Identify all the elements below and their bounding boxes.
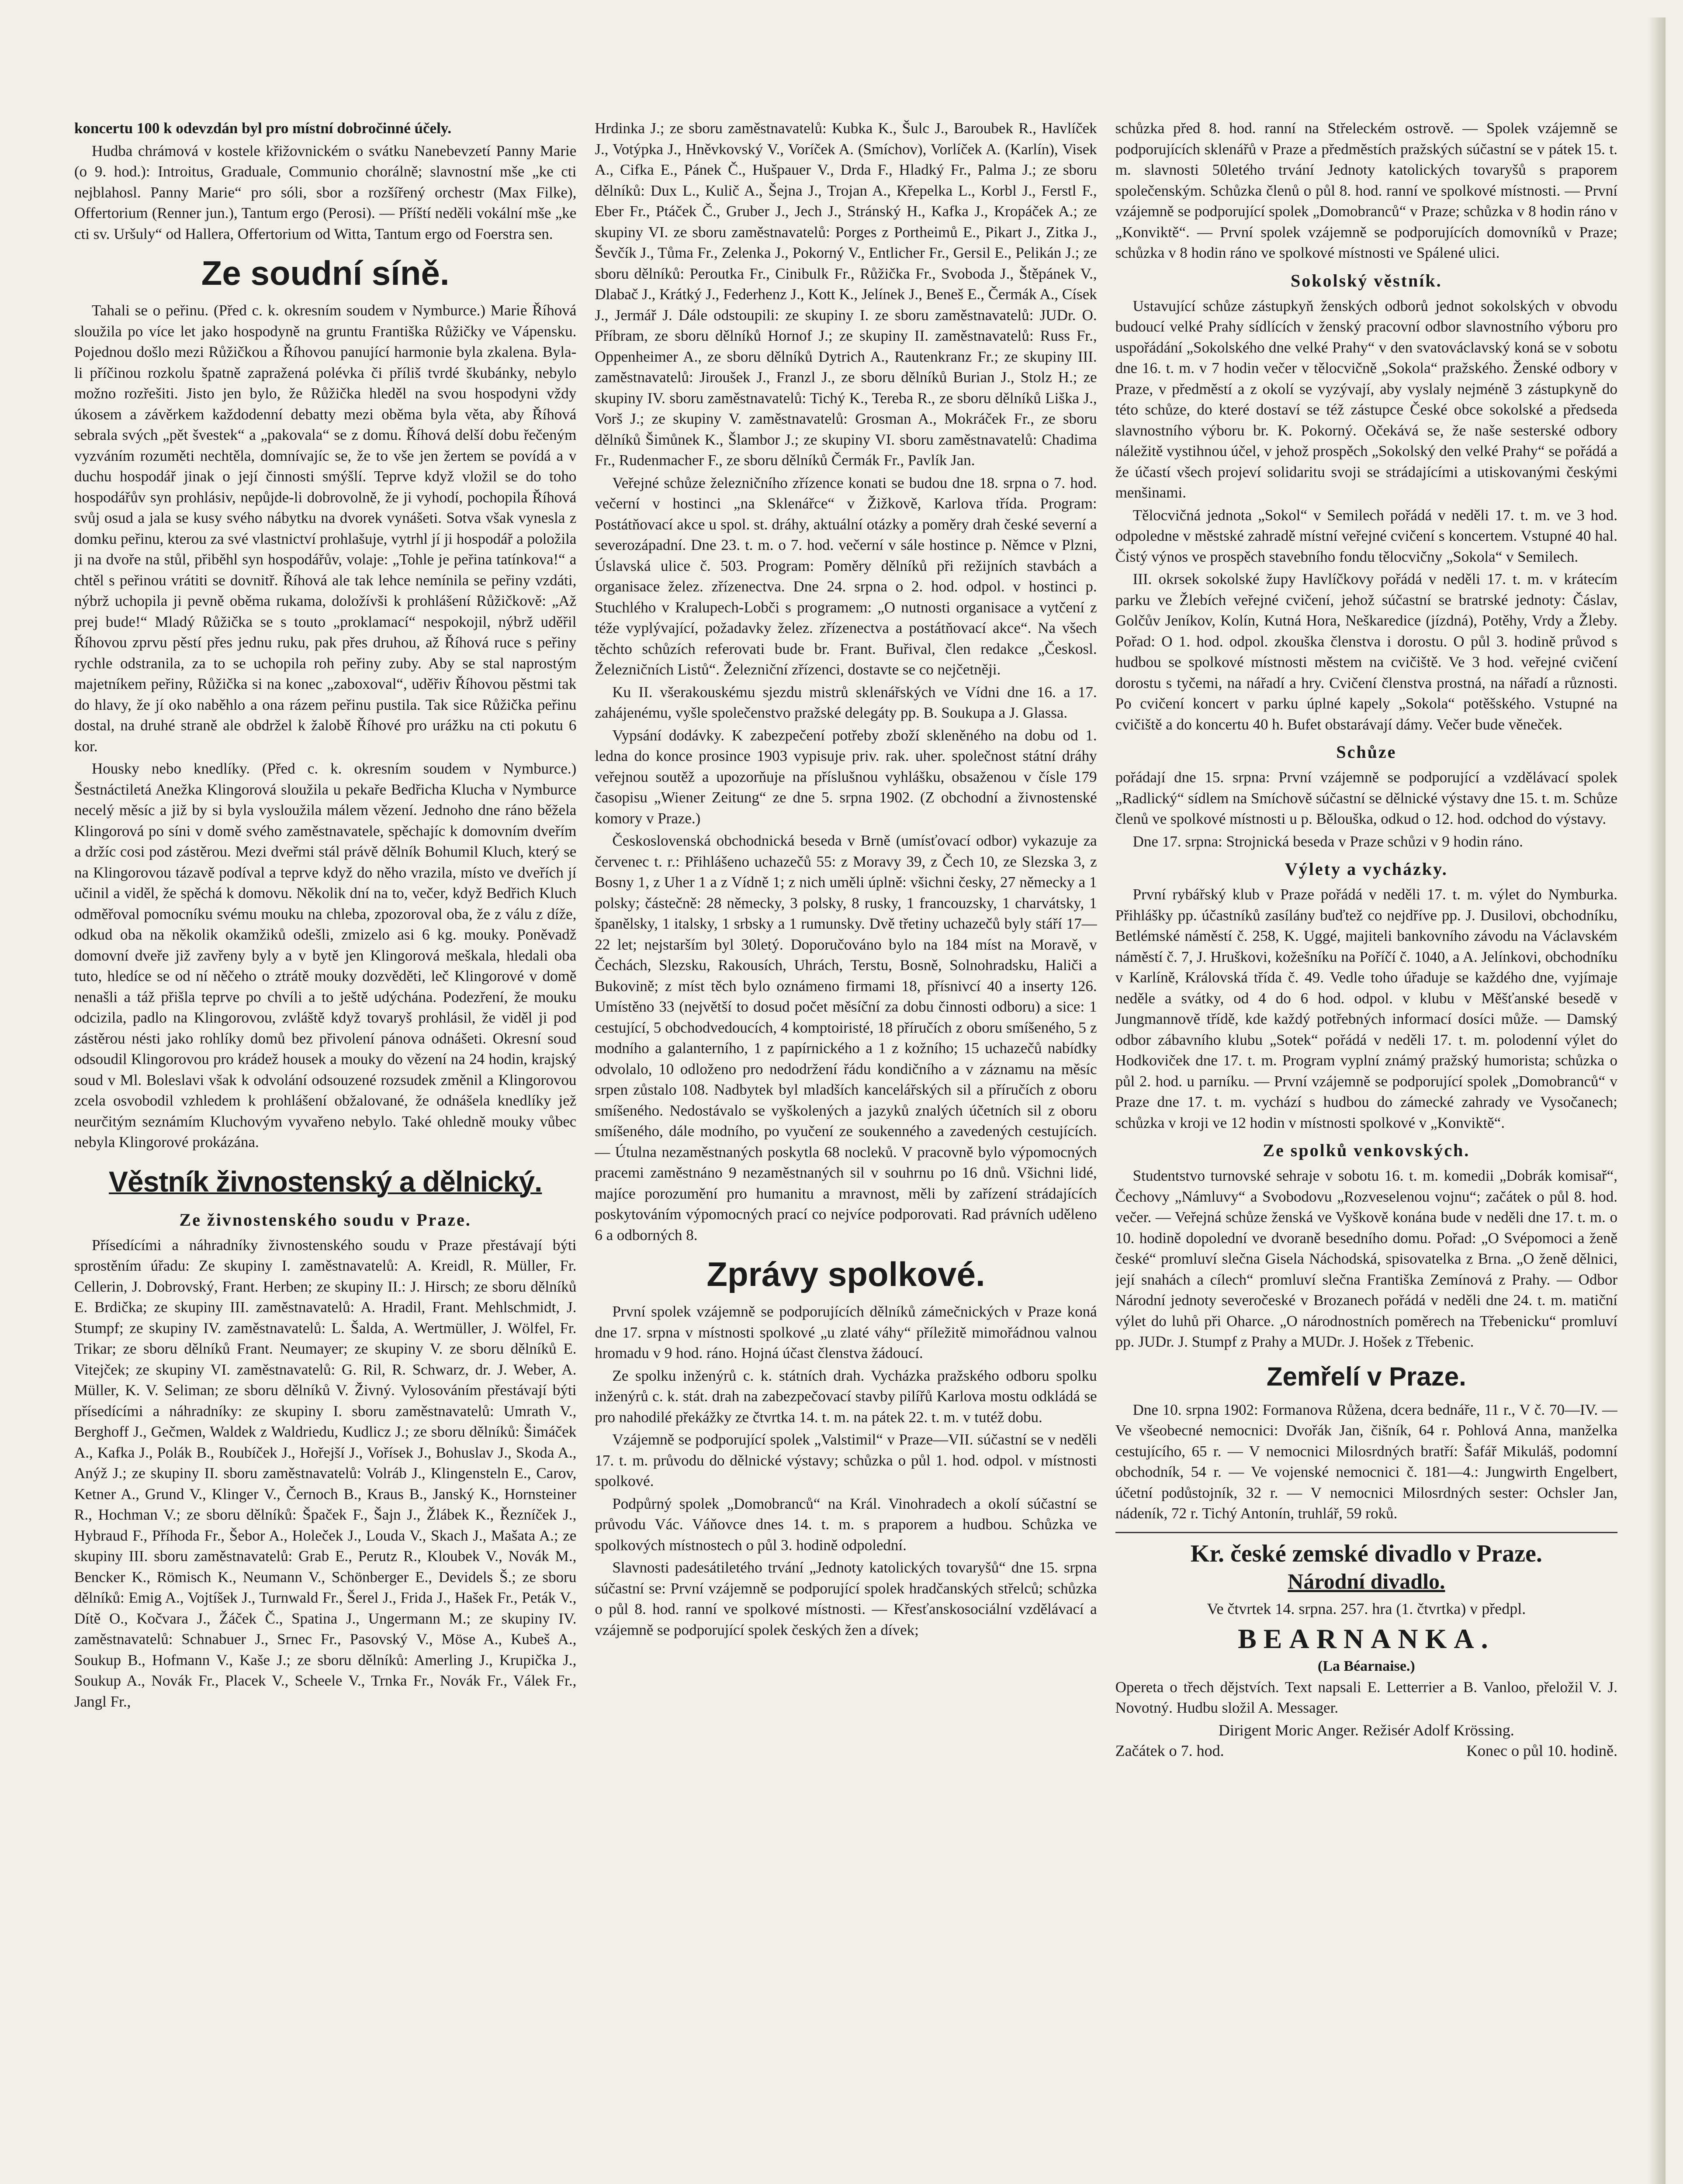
play-staff: Dirigent Moric Anger. Režisér Adolf Krössing. bbox=[1218, 1721, 1514, 1739]
railway-meetings: Veřejné schůze železničního zřízence konati se budou dne 18. srpna o 7. hod. večerní v hostinci „na Sklenářce“ v Žižkově, Karlova třída. Program: Postátňovací akce u spol. st. dráhy, aktuální otázky a poměry drah české severní a severozápadní. Dne 23. t. m. o 7. hod. večerní v sále hostince p. Němce v Plzni, Úslavská ulice č. 503. Program: Poměry dělníků při režijních stavbách a organisace želez. zřízenectva. Dne 24. srpna o 2. hod. odpol. v hostinci p. Stuchlého v Kralupech-Lobči s programem: „O nutnosti organisace a vytčení z téže vyplývající, požadavky želez. zřízenectva a postátňovací akce“. Na všech těchto schůzích referovati bude br. Frant. Buřival, člen redakce „Českosl. Železničních Listů“. Železniční zřízenci, dostavte se co nejčetněji. bbox=[595, 474, 1097, 678]
start-time: Začátek o 7. hod. bbox=[1115, 1742, 1224, 1759]
end-time: Konec o půl 10. hodině. bbox=[1466, 1742, 1617, 1759]
concert-note: koncertu 100 k odevzdán byl pro místní dobročinné účely. bbox=[74, 120, 452, 137]
sokol-semily: Tělocvičná jednota „Sokol“ v Semilech pořádá v neděli 17. t. m. ve 3 hod. odpoledne v městské zahradě místní veřejné cvičení s koncertem. Vstupné 40 hal. Čistý výnos ve prospěch stavebního fondu tělocvičny „Sokola“ v Semilech. bbox=[1115, 506, 1617, 565]
sokol-title: Sokolský věstník. bbox=[1290, 270, 1442, 290]
deaths-body: Dne 10. srpna 1902: Formanova Růžena, dcera bednáře, 11 r., V č. 70—IV. — Ve všeobecné nemocnici: Dvořák Jan, čišník, 64 r. Pohlová Anna, manželka cestujícího, 65 r. — V nemocnici Milosrdných bratří: Šafář Mikuláš, podomní obchodník, 54 r. — Ve vojenské nemocnici č. 181—4.: Jungwirth Engelbert, účetní podůstojník, 32 r. — V nemocnici Milosrdných sester: Ochsler Jan, nádeník, 72 r. Tichý Antonín, truhlář, 59 roků. bbox=[1115, 1401, 1617, 1522]
rural-clubs-body: Studentstvo turnovské sehraje v sobotu 16. t. m. komedii „Dobrák komisař“, Čechovy „Námluvy“ a Svobodovu „Rozveselenou vojnu“; začátek o půl 8. hod. večer. — Veřejná schůze ženská ve Vyškově konána bude v neděli dne 17. t. m. o 10. hodině dopolední ve dvoraně besedního domu. Pořad: „O Svépomoci a ženě české“ promluví slečna Gisela Náchodská, spisovatelka z Brna. „O ženě dělnici, její snahách a cílech“ promluví slečna Františka Zemínová z Prahy. — Odbor Národní jednoty severočeské v Brozanech pořádá v neděli dne 24. t. m. matiční výlet do luhů při Oharce. „O národnostních poměrech na Třebenicku“ promluví pp. JUDr. J. Stumpf z Prahy a MUDr. J. Hošek z Třebenic. bbox=[1115, 1167, 1617, 1350]
columns bbox=[74, 118, 1617, 2184]
play-description: Opereta o třech dějstvích. Text napsali E. Letterrier a B. Vanloo, přeložil V. J. Novotný. Hudbu složil A. Messager. bbox=[1115, 1678, 1617, 1716]
tender-notice: Vypsání dodávky. K zabezpečení potřeby zboží skleněného na dobu od 1. ledna do konce prosince 1903 vypisuje priv. rak. uher. společnost státní dráhy veřejnou soutěž a upozorňuje na příslušnou vyhlášku, obsaženou v čísle 179 časopisu „Wiener Zeitung“ ze dne 5. srpna 1902. (Z obchodní a živnostenské komory v Praze.) bbox=[595, 726, 1097, 827]
engineers-excursion: Ze spolku inženýrů c. k. státních drah. Vycházka pražského odboru spolku inženýrů c. k. stát. drah na zabezpečovací stavby pilířů Karlova mostu odkládá se pro nahodilé překážky ze čtvrtka 14. t. m. na pátek 22. t. m. v tutéž dobu. bbox=[595, 1367, 1097, 1426]
sokol-district: III. okrsek sokolské župy Havlíčkovy pořádá v neděli 17. t. m. v krátecím parku ve Žlebích veřejné cvičení, jehož súčastní se bratrské jednoty: Čáslav, Golčův Jeníkov, Kolín, Kutná Hora, Neškaredice (jízdná), Potěhy, Vrdy a Žleby. Pořad: O 1. hod. odpol. zkouška členstva i dorostu. O půl 3. hodině průvod s hudbou se spolkové místnosti městem na cvičiště. Ve 3 hod. veřejné cvičení dorostu s tyčemi, na nářadí a hry. Cvičení členstva prostná, na nářadí a různosti. Po cvičení koncert v parku úplné kapely „Sokola“ potěšského. Vstupné na cvičiště a do koncertu 40 h. Bufet obstarávají dámy. Večer bude věneček. bbox=[1115, 570, 1617, 733]
trade-court-body: Přísedícími a náhradníky živnostenského soudu v Praze přestávají býti sprostěním úřadu: Ze skupiny I. zaměstnavatelů: A. Kreidl, R. Müller, Fr. Cellerin, J. Dobrovský, Frant. Herben; ze skupiny II.: J. Hirsch; ze sboru dělníků E. Brdička; ze skupiny III. zaměstnavatelů: A. Hradil, Frant. Mehlschmidt, J. Stumpf; ze skupiny IV. zaměstnavatelů: L. Šalda, A. Wertmüller, J. Wölfel, Fr. Trikar; ze sboru dělníků Frant. Neumayer; ze skupiny V. ze sboru dělníků E. Vitejček; ze skupiny VI. zaměstnavatelů: G. Ril, R. Schwarz, dr. J. Weber, A. Müller, K. V. Seliman; ze sboru dělníků V. Živný. Vylosováním přestávají býti přísedícími a náhradníky: ze skupiny I. sboru zaměstnavatelů: Umrath V., Berghoff J., Gečmen, Waldek z Waldriedu, Kudlicz J.; ze sboru dělníků: Šimáček A., Kafka J., Polák B., Roubíček J., Hořejší J., Vořísek J., Bohuslav J., Skoda A., Anýž J.; ze skupiny II. sboru zaměstnavatelů: Volráb J., Klingensteln E., Carov, Ketner A., Grund V., Klinger V., Černoch B., Kraus B., Janský K., Hornsteiner R., Hochman V.; ze sboru dělníků: Špaček F., Šajn J., Žlábek K., Řezníček J., Hybraud F., Příhoda Fr., Šebor A., Holeček J., Louda V., Skach J., Mašata A.; ze skupiny III. sboru zaměstnavatelů: Grab E., Perutz R., Kloubek V., Novák M., Bencker K., Römisch K., Neumann V., Schönberger E., Devidels Š.; ze sboru dělníků: Emig A., Vojtíšek J., Turnwald Fr., Šerel J., Frida J., Hašek Fr., Peták V., Dítě O., Kočvara J., Žáček Č., Spatina J., Ungermann M.; ze skupiny IV. zaměstnavatelů: Schnabuer J., Srnec Fr., Pasovský V., Möse A., Kubeš A., Soukup B., Hofmann V., Kaše J.; ze sboru dělníků: Amerling J., Krupička J., Soukup A., Novák Fr., Placek V., Scheele V., Trnka Fr., Novák Fr., Válek Fr., Jangl Fr., bbox=[74, 1236, 577, 1710]
column-1 bbox=[74, 118, 576, 2184]
trips-title: Výlety a vycházky. bbox=[1285, 859, 1448, 879]
jubilee-continued: schůzka před 8. hod. ranní na Střeleckém ostrově. — Spolek vzájemně se podporujících sklenářů v Praze a předměstích pražských súčastní se v pátek 15. t. m. slavnosti 50letého trvání Jednoty katolických tovaryšů s praporem společenským. Schůzka členů o půl 8. hod. ranní ve spolkové místnosti. — První vzájemně se podporující spolek „Domobranců“ v Praze; schůzka v 8 hodin ráno v „Konviktě“. — První spolek vzájemně se podporujících domovníků v Praze; schůzka v 8 hodin ráno ve spolkové místnosti ve Spálené ulici. bbox=[1115, 120, 1617, 261]
court-report-2: Housky nebo knedlíky. (Před c. k. okresním soudem v Nymburce.) Šestnáctiletá Anežka Klingorová sloužila u pekaře Bedřicha Klucha v Nymburce necelý měsíc a již by si byla vysloužila málem vězení. Jednoho dne ráno běžela Klingorová po síni v domě svého zaměstnavatele, spěchajíc k domovním dveřím a držíc cosi pod zástěrou. Mezi dveřmi stál právě dělník Bohumil Kluch, který se na Klingorovou tázavě podíval a teprve když do něho vrazila, místo ve dveřích jí učinil a viděl, že spěchá k domovu. Několik dní na to, večer, když Bedřich Kluch odměřoval pomocníku svému mouku na chleba, zpozoroval oba, že z válu z díže, odkud oba na několik okamžiků odešli, zmizelo asi 6 kg. mouky. Poněvadž domovní dveře již zavřeny byly a v bytě jen Klingorová meškala, hledali oba tuto, hledíce se od ní něčeho o ztrátě mouky dozvěděti, leč Klingorové v domě nenašli a táž přišla teprve po chvíli a to ještě udýchána. Podezření, že mouku odcizila, padlo na Klingorovou, zvláště když tovaryš prohlásil, že viděl ji pod zástěrou nésti jako rohlíky domů bez přivolení pánova odnášeti. Okresní soud odsoudil Klingorovou pro krádež housek a mouky do vězení na 24 hodin, krajský soud v Ml. Boleslavi však k odvolání odsouzené rozsudek změnil a Klingorovou zcela osvobodil vzhledem k prohlášení obžalované, že odnášela knedlíky jež neurčitým seznámím Kluchovým vyvařeno nebylo. Také ohledně mouky vůbec nebyla Klingorové prokázána. bbox=[74, 760, 577, 1151]
sokol-meeting: Ustavující schůze zástupkyň ženských odborů jednot sokolských v obvodu budoucí velké Prahy sídlících v ženský pracovní odbor slavnostního výboru pro uspořádání „Sokolského dne velké Prahy“ v den svatováclavský koná se v sobotu dne 16. t. m. v 7 hodin večer v tělocvičně „Sokola“ pražského. Ženské odbory v Praze, v předměstí a z okolí se vyzývají, aby vyslaly nejméně 3 zástupkyně do této schůze, do které dostaví se též zástupce České obce sokolské a předseda slavnostního výboru br. K. Pokorný. Očekává se, že naše sesterské odbory náležitě vystihnou účel, v jehož prospěch „Sokolský den velké Prahy“ se pořádá a že účastí všech projeví solidaritu svoji se strádajícími a utiskovanými českými menšinami. bbox=[1115, 297, 1617, 501]
meetings-17: Dne 17. srpna: Strojnická beseda v Praze schůzi v 9 hodin ráno. bbox=[1132, 833, 1523, 850]
play-subtitle: (La Béarnaise.) bbox=[1317, 1658, 1415, 1674]
meetings-15: pořádají dne 15. srpna: První vzájemně se podporující a vzdělávací spolek „Radlický“ sídlem na Smíchově súčastní se dělnické výstavy dne 15. t. m. Schůze členů ve spolkové místnosti u p. Bělouška, odkud o 12. hod. odchod do výstavy. bbox=[1115, 769, 1617, 827]
trade-section-title: Věstník živnostenský a dělnický. bbox=[108, 1165, 542, 1198]
court-report-1: Tahali se o peřinu. (Před c. k. okresním soudem v Nymburce.) Marie Říhová sloužila po více let jako hospodyně na gruntu Františka Růžičky ve Vápensku. Pojednou došlo mezi Růžičkou a Říhovou panující harmonie byla zkalena. Byla-li příčinou rozkolu špatně zapražená polévka či příliš tvrdé škubánky, nebylo možno rozřešiti. Jisto jen bylo, že Růžička hleděl na svou hospodyni vždy úkosem a závěrkem každodenní debatty mezi oběma byla věta, aby Říhová sebrala svých „pět švestek“ a „pakovala“ se z domu. Říhová delší dobu řečeným vyzváním rozuměti nechtěla, domnívajíc se, že to vše jen žertem se povídá a v duchu hospodář jinak o její činnosti smýšlí. Teprve když vložil se do toho hospodářův syn prohlásiv, nepůjde-li dobrovolně, že ji vyhodí, pochopila Říhová svůj osud a jala se kusy svého nábytku na dvorek vynášeti. Sotva však vynesla z domku peřinu, kterou za své vlastnictví prohlašuje, vytrhl jí ji hospodář a položila ji na dvoře na stůl, přiběhl syn hospodářův, volaje: „Tohle je peřina tatínkova!“ a chtěl s peřinou vrátiti se dovnitř. Říhová ale tak lehce nemínila se peřiny vzdáti, nýbrž uchopila ji pevně oběma rukama, doložívši k prohlášení Růžičkově: „Až prej bude!“ Mladý Růžička se s touto „proklamací“ nespokojil, nýbrž uděřil Říhovou zprvu pěstí přes jednu ruku, pak přes druhou, až Říhová ruce s peřiny rychle odstranila, za to se uchopila roh peřiny zuby. Aby se stal naprostým majetníkem peřiny, Růžička si na konec „zaboxoval“, uděřiv Říhovou pěstmi tak do hlavy, že jí oko naběhlo a ona rázem peřinu pustila. Tak sice Růžička peřinu dostal, na druhé straně ale obdržel k žalobě Říhové pro urážku na cti pokutu 6 kor. bbox=[74, 302, 577, 755]
club-news-title: Zprávy spolkové. bbox=[706, 1255, 985, 1293]
column-3 bbox=[1115, 118, 1617, 2184]
brno-beseda-report: Československá obchodnická beseda v Brně (umísťovací odbor) vykazuje za červenec t. r.: Přihlášeno uchazečů 55: z Moravy 39, z Čech 10, ze Slezska 3, z Bosny 1, z Uher 1 a z Vídně 1; z nich uměli úplně: všichni česky, 27 německy a 1 polsky; částečně: 28 německy, 3 polsky, 8 rusky, 1 francouzsky, 1 charvátsky, 1 španělsky, 1 italsky, 1 srbsky a 1 rumunsky. Dvě třetiny uchazečů byly stáří 17—22 let; nejstarším byl 30letý. Doporučováno bylo na 184 míst na Moravě, v Čechách, Slezsku, Rakousích, Uhrách, Terstu, Bosně, Solnohradsku, Haliči a Bukovině; z míst těch bylo oznámeno firmami 18, přísnivcí 40 a inserty 126. Umístěno 33 (největší to dosud počet měsíční za dobu činnosti odboru) a sice: 1 cestující, 5 obchodvedoucích, 4 komptoiristé, 18 příručích z oboru smíšeného, 5 z modního a galanterního, 1 z papírnického a 1 z kožního; 15 uchazečů nabídky odvolalo, 10 odloženo pro nedodržení řádu kondičního a v záznamu na měsíc srpen zůstalo 108. Nadbytek byl mladších kancelářských sil a příručích z oboru smíšeného. Nedostávalo se vyškolených a jazyků znalých účetních sil z oboru smíšeného, dále modního, po vyučení ze soukenného a zavedených cestujících. — Útulna nezaměstnaných poskytla 68 nocleků. V pracovně bylo výpomocných pracemi zaměstnáno 9 nezaměstnaných sil v souhrnu po 16 dnů. Všichni lidé, majíce porozumění pro humanitu a mravnost, měli by zařízení strádajících poskytováním výpomocných prací co nejvíce podporovati. Rad právních uděleno 6 a odborných 8. bbox=[595, 832, 1097, 1244]
theatre-date: Ve čtvrtek 14. srpna. 257. hra (1. čtvrtka) v předpl. bbox=[1207, 1600, 1526, 1617]
theatre-subtitle: Národní divadlo. bbox=[1288, 1569, 1445, 1593]
rural-clubs-title: Ze spolků venkovských. bbox=[1263, 1140, 1470, 1160]
glaziers-congress: Ku II. všerakouskému sjezdu mistrů sklenářských ve Vídni dne 16. a 17. zahájenému, vyšle společenstvo pražské delegáty pp. B. Soukupa a J. Glassa. bbox=[595, 683, 1097, 721]
trips-body: První rybářský klub v Praze pořádá v neděli 17. t. m. výlet do Nymburka. Přihlášky pp. účastníků zasílány buďtež co nejdříve pp. J. Dusilovi, obchodníku, Betlémské náměstí č. 258, K. Uggé, majiteli bankovního závodu na Václavském náměstí č. 7, J. Hruškovi, kožešníku na Poříčí č. 1040, a A. Jelínkovi, obchodníku v Karlíně, Královská třída č. 49. Vedle toho úřaduje se každého dne, vyjímaje neděle a svátky, od 4 do 6 hod. odpol. v klubu v Měšťanské besedě v Jungmannově třídě, kde každý potřebných informací dosíci může. — Damský odbor zábavního klubu „Sotek“ pořádá v neděli 17. t. m. polodenní výlet do Hodkoviček dne 17. t. m. Program vyplní známý pražský humorista; schůzka o půl 2. hod. u parníku. — První vzájemně se podporující spolek „Domobranců“ v Praze dne 17. t. m. vychází s hudbou do zámecké zahrady ve Vysočanech; schůzka v kroji ve 12 hodin v místnosti spolkové v „Konviktě“. bbox=[1115, 886, 1617, 1131]
meetings-title: Schůze bbox=[1336, 742, 1397, 762]
court-section-title: Ze soudní síně. bbox=[201, 254, 450, 292]
assessors-list: Hrdinka J.; ze sboru zaměstnavatelů: Kubka K., Šulc J., Baroubek R., Havlíček J., Votýpka J., Hněvkovský V., Voríček A. (Smíchov), Vorlíček A. (Karlín), Visek A., Cifka E., Pánek Č., Hušpauer V., Drda F., Hladký Fr., Palma J.; ze sboru dělníků: Dux L., Kulič A., Šejna J., Trojan A., Křepelka L., Korbl J., Ferstl F., Eber Fr., Ptáček Č., Gruber J., Jech J., Stránský H., Kafka J., Kropáček A.; ze skupiny VI. ze sboru zaměstnavatelů: Porges z Portheimů E., Pikart J., Zitka J., Ševčík J., Tůma Fr., Zelenka J., Pokorný V., Entlicher Fr., Gersil E., Pelikán J.; ze sboru dělníků: Peroutka Fr., Cinibulk Fr., Růžička Fr., Svoboda J., Štěpánek V., Dlabač J., Krátký J., Federhenz J., Kott K., Jelínek J., Beneš E., Čermák A., Císek J., Jermář J. Dále odstoupili: ze skupiny I. ze sboru zaměstnavatelů: JUDr. O. Příbram, ze sboru dělníků Hornof J.; ze skupiny II. zaměstnavatelů: Russ Fr., Oppenheimer A., ze sboru dělníků Dytrich A., Rautenkranz Fr.; ze skupiny III. zaměstnavatelů: Jiroušek J., Franzl J., ze sboru dělníků Burian J., Stolz H.; ze skupiny IV. sboru zaměstnavatelů: Tichý K., Tereba R., ze sboru dělníků Liška J., Vorš J.; ze skupiny V. zaměstnavatelů: Grosman A., Mokráček Fr., ze sboru dělníků Šimůnek K., Šlambor J.; ze skupiny VI. sboru zaměstnavatelů: Chadima Fr., Rudenmacher F., ze sboru dělníků Čermák Fr., Pavlík Jan. bbox=[595, 120, 1097, 469]
theatre-title: Kr. české zemské divadlo v Praze. bbox=[1190, 1540, 1542, 1567]
column-2 bbox=[595, 118, 1097, 2184]
divider bbox=[1115, 1532, 1617, 1533]
valstimil-notice: Vzájemně se podporující spolek „Valstimil“ v Praze—VII. súčastní se v neděli 17. t. m. průvodu do dělnické výstavy; schůzka o půl 1. hod. odpol. v místnosti spolkové. bbox=[595, 1431, 1097, 1489]
jubilee-notice: Slavnosti padesátiletého trvání „Jednoty katolických tovaryšů“ dne 15. srpna súčastní se: První vzájemně se podporující spolek hradčanských střelců; schůzka o půl 8. hod. ranní ve spolkové místnosti. — Křesťanskosociální vzdělávací a vzájemně se podporující spolek českých žen a dívek; bbox=[595, 1559, 1097, 1638]
locksmiths-assembly: První spolek vzájemně se podporujících dělníků zámečnických v Praze koná dne 17. srpna v místnosti spolkové „u zlaté váhy“ příležitě mimořádnou valnou hromadu v 9 hod. ráno. Hojná účast členstva žádoucí. bbox=[595, 1303, 1097, 1362]
page-edge-shadow bbox=[1648, 17, 1666, 2184]
play-title: BEARNANKA. bbox=[1238, 1623, 1495, 1654]
domobranci-notice: Podpůrný spolek „Domobranců“ na Král. Vinohradech a okolí súčastní se průvodu Vác. Váňovce dnes 14. t. m. s praporem a hudbou. Schůzka ve spolkových místnostech o půl 3. hodině odpolední. bbox=[595, 1495, 1097, 1554]
deaths-title: Zemřelí v Praze. bbox=[1266, 1362, 1466, 1391]
play-times bbox=[1115, 1741, 1617, 1762]
trade-court-subtitle: Ze živnostenského soudu v Praze. bbox=[179, 1209, 471, 1230]
church-music-notice: Hudba chrámová v kostele křižovnickém o svátku Nanebevzetí Panny Marie (o 9. hod.): Introitus, Graduale, Communio chorálně; slavnostní mše „ke cti nejblahosl. Panny Marie“ pro sóli, sbor a rozšířený orchestr (Max Filke), Offertorium (Renner jun.), Tantum ergo (Perosi). — Příští neděli vokální mše „ke cti sv. Uršuly“ od Hallera, Offertorium od Witta, Tantum ergo od Foerstra sen. bbox=[74, 142, 577, 242]
